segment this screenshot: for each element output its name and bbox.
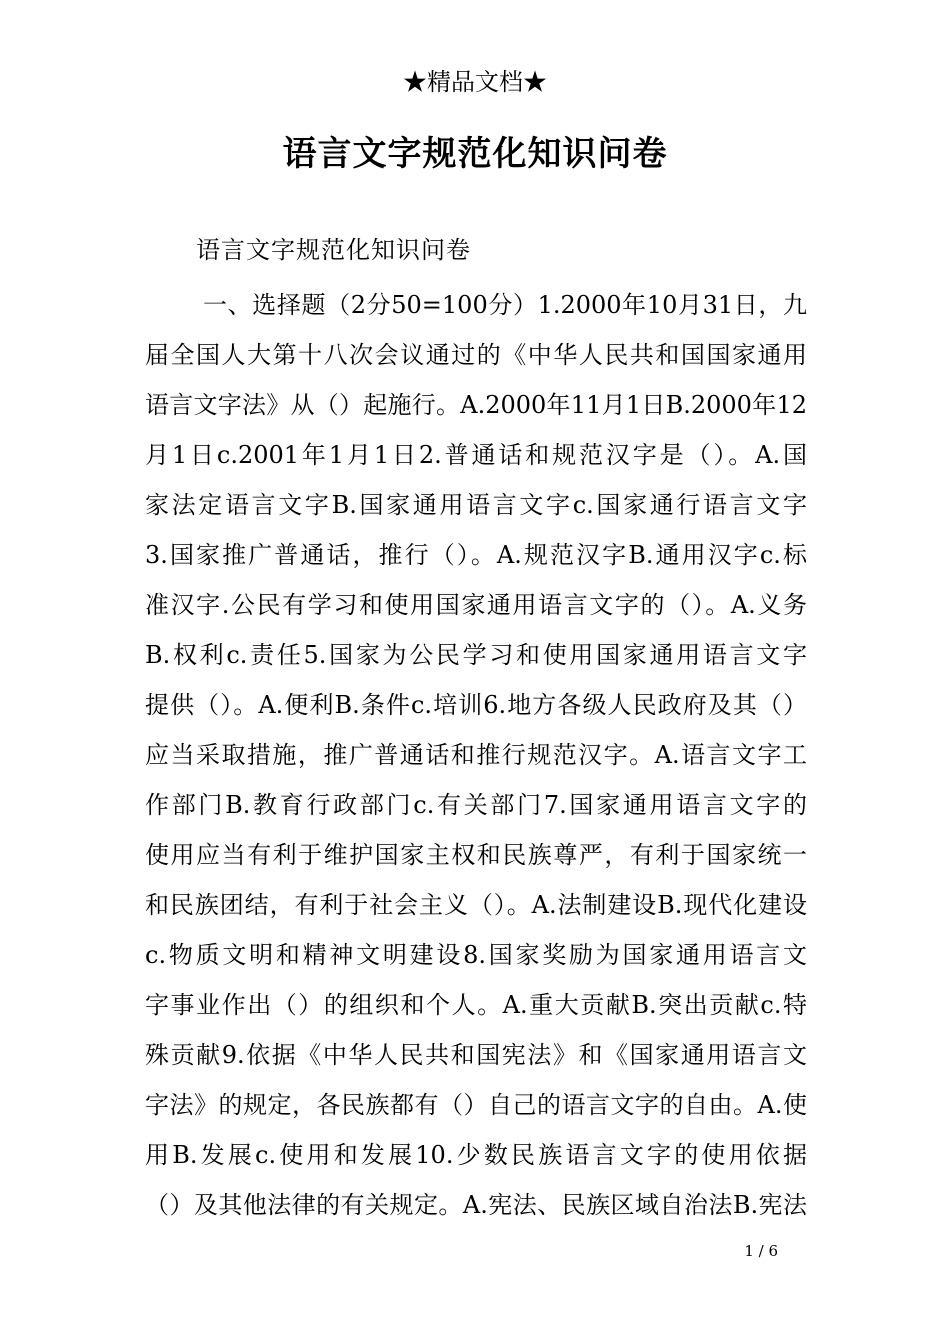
text-line: c.物质文明和精神文明建设8.国家奖励为国家通用语言文 bbox=[145, 941, 807, 969]
text-line: 使用应当有利于维护国家主权和民族尊严，有利于国家统一 bbox=[145, 841, 807, 869]
text-line: 字事业作出（）的组织和个人。A.重大贡献B.突出贡献c.特 bbox=[145, 991, 807, 1019]
text-line: 家法定语言文字B.国家通用语言文字c.国家通行语言文字 bbox=[145, 491, 807, 519]
text-line: 和民族团结，有利于社会主义（）。A.法制建设B.现代化建设 bbox=[145, 891, 807, 919]
page-number: 1 / 6 bbox=[744, 1242, 778, 1260]
text-line: 作部门B.教育行政部门c.有关部门7.国家通用语言文字的 bbox=[145, 791, 807, 819]
text-line: 一、选择题（2分50=100分）1.2000年10月31日，九 bbox=[203, 291, 807, 319]
text-line: B.权利c.责任5.国家为公民学习和使用国家通用语言文字 bbox=[145, 641, 807, 669]
text-line: 准汉字.公民有学习和使用国家通用语言文字的（）。A.义务 bbox=[145, 591, 807, 619]
text-line: 月1日c.2001年1月1日2.普通话和规范汉字是（）。A.国 bbox=[145, 441, 807, 469]
text-line: 字法》的规定，各民族都有（）自己的语言文字的自由。A.使 bbox=[145, 1091, 807, 1119]
text-line: 用B.发展c.使用和发展10.少数民族语言文字的使用依据 bbox=[145, 1141, 807, 1169]
text-line: 提供（）。A.便利B.条件c.培训6.地方各级人民政府及其（） bbox=[145, 691, 807, 719]
document-title: 语言文字规范化知识问卷 bbox=[282, 134, 668, 174]
document-body bbox=[145, 280, 807, 1230]
document-subtitle: 语言文字规范化知识问卷 bbox=[196, 236, 471, 264]
text-line: （）及其他法律的有关规定。A.宪法、民族区域自治法B.宪法 bbox=[145, 1191, 807, 1219]
text-line: 应当采取措施，推广普通话和推行规范汉字。A.语言文字工 bbox=[145, 741, 807, 769]
text-line: 届全国人大第十八次会议通过的《中华人民共和国国家通用 bbox=[145, 341, 807, 369]
text-line: 殊贡献9.依据《中华人民共和国宪法》和《国家通用语言文 bbox=[145, 1041, 807, 1069]
text-line: 3.国家推广普通话，推行（）。A.规范汉字B.通用汉字c.标 bbox=[145, 541, 807, 569]
text-line: 语言文字法》从（）起施行。A.2000年11月1日B.2000年12 bbox=[145, 391, 807, 419]
page-header: ★精品文档★ bbox=[403, 68, 547, 96]
